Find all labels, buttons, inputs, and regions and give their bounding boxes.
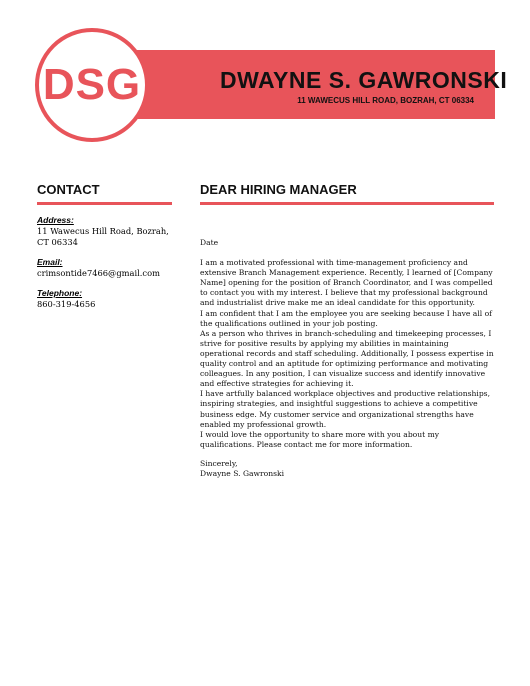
letter-heading: DEAR HIRING MANAGER [200, 182, 357, 197]
candidate-name: DWAYNE S. GAWRONSKI [220, 67, 508, 93]
contact-heading: CONTACT [37, 182, 100, 197]
letter-closing: Sincerely, [200, 458, 238, 468]
letter-paragraph: As a person who thrives in branch-scheduling and timekeeping processes, I strive for positive results by applying my abilities in maintaining operational records and staff scheduling. Additionally, I possess expertise in quality control and an aptitude for optimizing performance and motivating colleagues. In any position, I can visualize success and identify innovative and effective strategies for achieving it. [200, 328, 494, 389]
contact-section [37, 182, 172, 319]
letter-body [200, 238, 494, 479]
email-label: Email: [37, 257, 63, 267]
letter-heading-rule [200, 202, 494, 205]
address-line-2: CT 06334 [37, 237, 78, 247]
phone-value[interactable]: 860-319-4656 [37, 299, 96, 309]
header-address: 11 WAWECUS HILL ROAD, BOZRAH, CT 06334 [297, 96, 474, 105]
letter-paragraph: I am confident that I am the employee you are seeking because I have all of the qualifications outlined in your job posting. [200, 308, 492, 328]
letter-paragraph: I would love the opportunity to share more with you about my qualifications. Please contact me for more information. [200, 429, 440, 449]
contact-details [37, 215, 172, 310]
letter-section [200, 182, 494, 479]
letter-paragraph: I am a motivated professional with time-management proficiency and extensive Branch Management experience. Recently, I learned of [Company Name] opening for the position of Branch Coordinator, and I was compelled to contact you with my interest. I believe that my professional background and industrialist drive make me an ideal candidate for this opportunity. [200, 258, 493, 308]
phone-label: Telephone: [37, 288, 83, 298]
letter-paragraph: I have artfully balanced workplace objectives and productive relationships, inspiring strategies, and insightful suggestions to achieve a competitive business edge. My customer service and organizational strengths have enabled my professional growth. [200, 389, 490, 429]
letter-date: Date [200, 238, 219, 247]
letter-signature: Dwayne S. Gawronski [200, 468, 285, 478]
contact-heading-rule [37, 202, 172, 205]
monogram-text: DSG [42, 60, 142, 109]
address-line-1: 11 Wawecus Hill Road, Bozrah, [37, 226, 169, 236]
monogram-badge [35, 28, 149, 142]
address-label: Address: [37, 215, 74, 225]
email-value[interactable]: crimsontide7466@gmail.com [37, 268, 160, 278]
